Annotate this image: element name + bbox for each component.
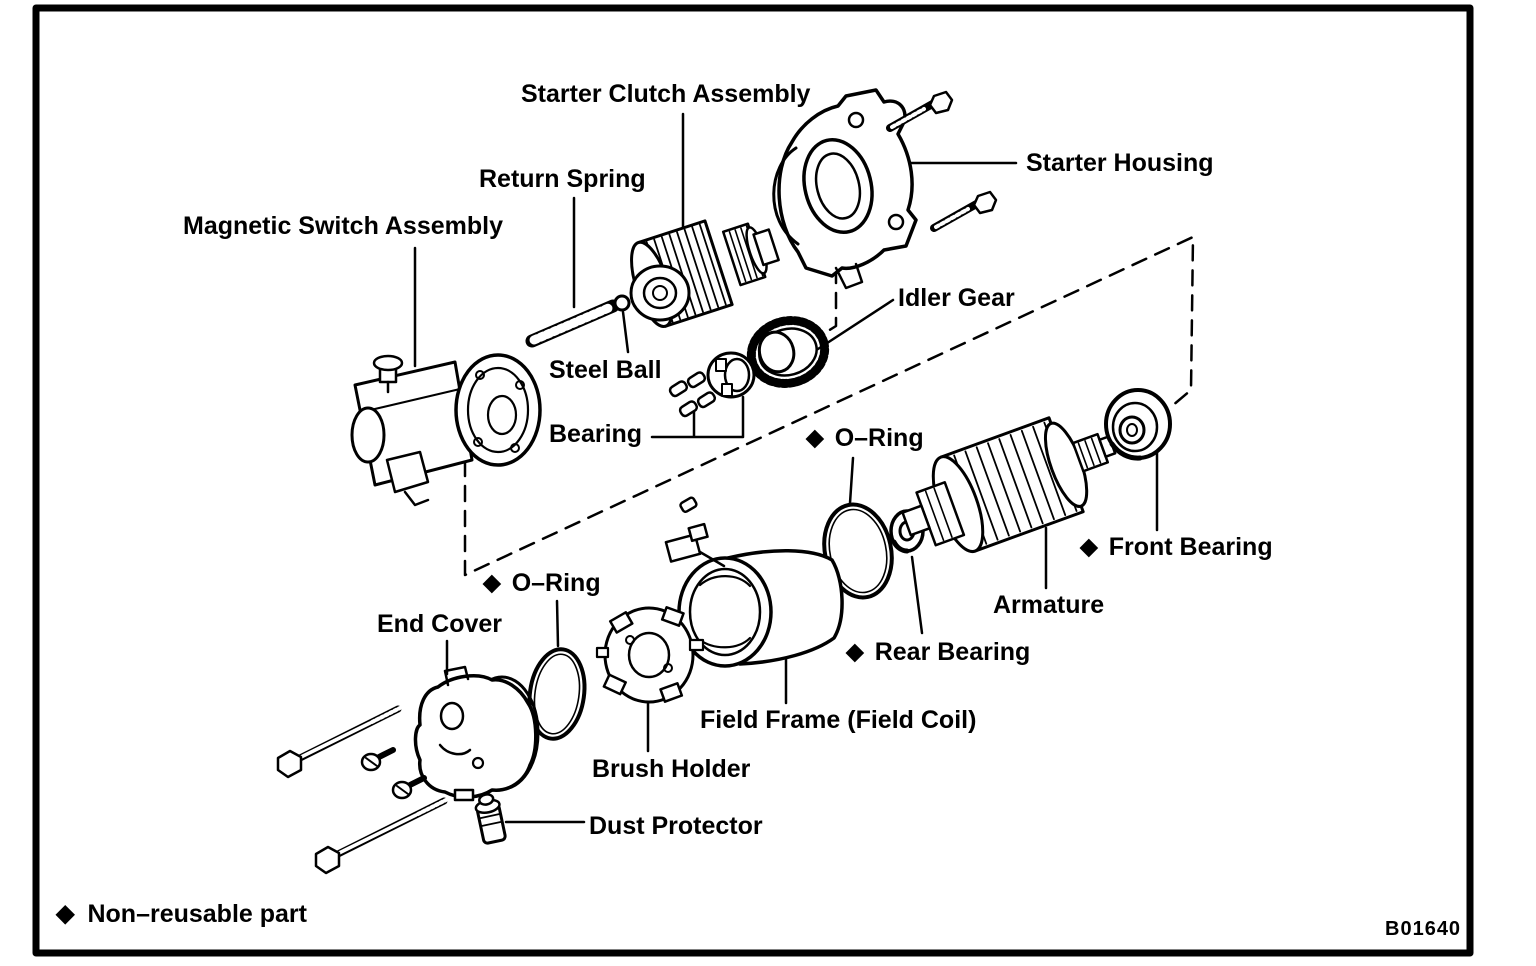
part-label-text: Armature <box>993 591 1105 619</box>
starter-clutch-drawing <box>623 203 787 331</box>
part-label-text: Field Frame (Field Coil) <box>700 706 977 734</box>
part-label-text: Starter Clutch Assembly <box>521 80 811 108</box>
return-spring-drawing <box>532 306 613 341</box>
label-brush-holder <box>592 755 750 784</box>
bearing-cage-drawing <box>708 353 754 397</box>
label-dust-protector <box>589 812 763 841</box>
part-label-text: Dust Protector <box>589 812 763 840</box>
mounting-bolt-drawing <box>934 192 996 228</box>
label-rear-bearing <box>846 638 1030 667</box>
label-starter-clutch-assembly <box>521 80 810 109</box>
label-end-cover <box>377 610 502 639</box>
part-label-text: Return Spring <box>479 165 646 193</box>
end-cover-drawing <box>415 667 538 800</box>
part-label-text: Brush Holder <box>592 755 751 783</box>
part-label-text: O–Ring <box>511 569 601 597</box>
steel-ball-drawing <box>615 296 629 310</box>
through-bolt-drawing <box>316 800 446 873</box>
part-label-text: Magnetic Switch Assembly <box>183 212 503 240</box>
screw-drawing <box>362 750 393 770</box>
part-label-text: Starter Housing <box>1026 149 1214 177</box>
part-label-text: End Cover <box>377 610 503 638</box>
legend-text: Non–reusable part <box>87 900 307 928</box>
non-reusable-diamond-icon: ◆ <box>1080 533 1098 559</box>
figure-code: B01640 <box>1385 918 1462 940</box>
idler-gear-drawing <box>744 312 832 391</box>
label-o-ring-upper <box>806 424 924 453</box>
front-bearing-drawing <box>1106 390 1170 458</box>
label-idler-gear <box>898 284 1015 313</box>
part-label-text: Bearing <box>549 420 643 448</box>
part-label-text: Rear Bearing <box>874 638 1031 666</box>
magnetic-switch-assembly-drawing <box>352 355 540 505</box>
label-bearing <box>549 420 642 449</box>
non-reusable-diamond-icon: ◆ <box>483 569 501 595</box>
legend-non-reusable-part <box>56 900 307 929</box>
non-reusable-diamond-icon: ◆ <box>846 638 864 664</box>
label-magnetic-switch-assembly <box>183 212 503 241</box>
part-label-text: Front Bearing <box>1108 533 1273 561</box>
label-starter-housing <box>1026 149 1214 178</box>
label-field-frame <box>700 706 976 735</box>
label-steel-ball <box>549 356 662 385</box>
non-reusable-diamond-icon: ◆ <box>56 900 75 927</box>
starter-housing-drawing <box>774 90 916 288</box>
snap-clip-drawing <box>679 497 697 513</box>
label-o-ring-lower <box>483 569 601 598</box>
through-bolt-drawing <box>278 708 400 777</box>
non-reusable-diamond-icon: ◆ <box>806 424 824 450</box>
dust-protector-drawing <box>473 792 506 844</box>
part-label-text: Idler Gear <box>898 284 1015 312</box>
screw-drawing <box>393 778 424 798</box>
part-label-text: O–Ring <box>834 424 924 452</box>
label-return-spring <box>479 165 646 194</box>
label-front-bearing <box>1080 533 1273 562</box>
label-armature <box>993 591 1104 620</box>
part-label-text: Steel Ball <box>549 356 662 384</box>
